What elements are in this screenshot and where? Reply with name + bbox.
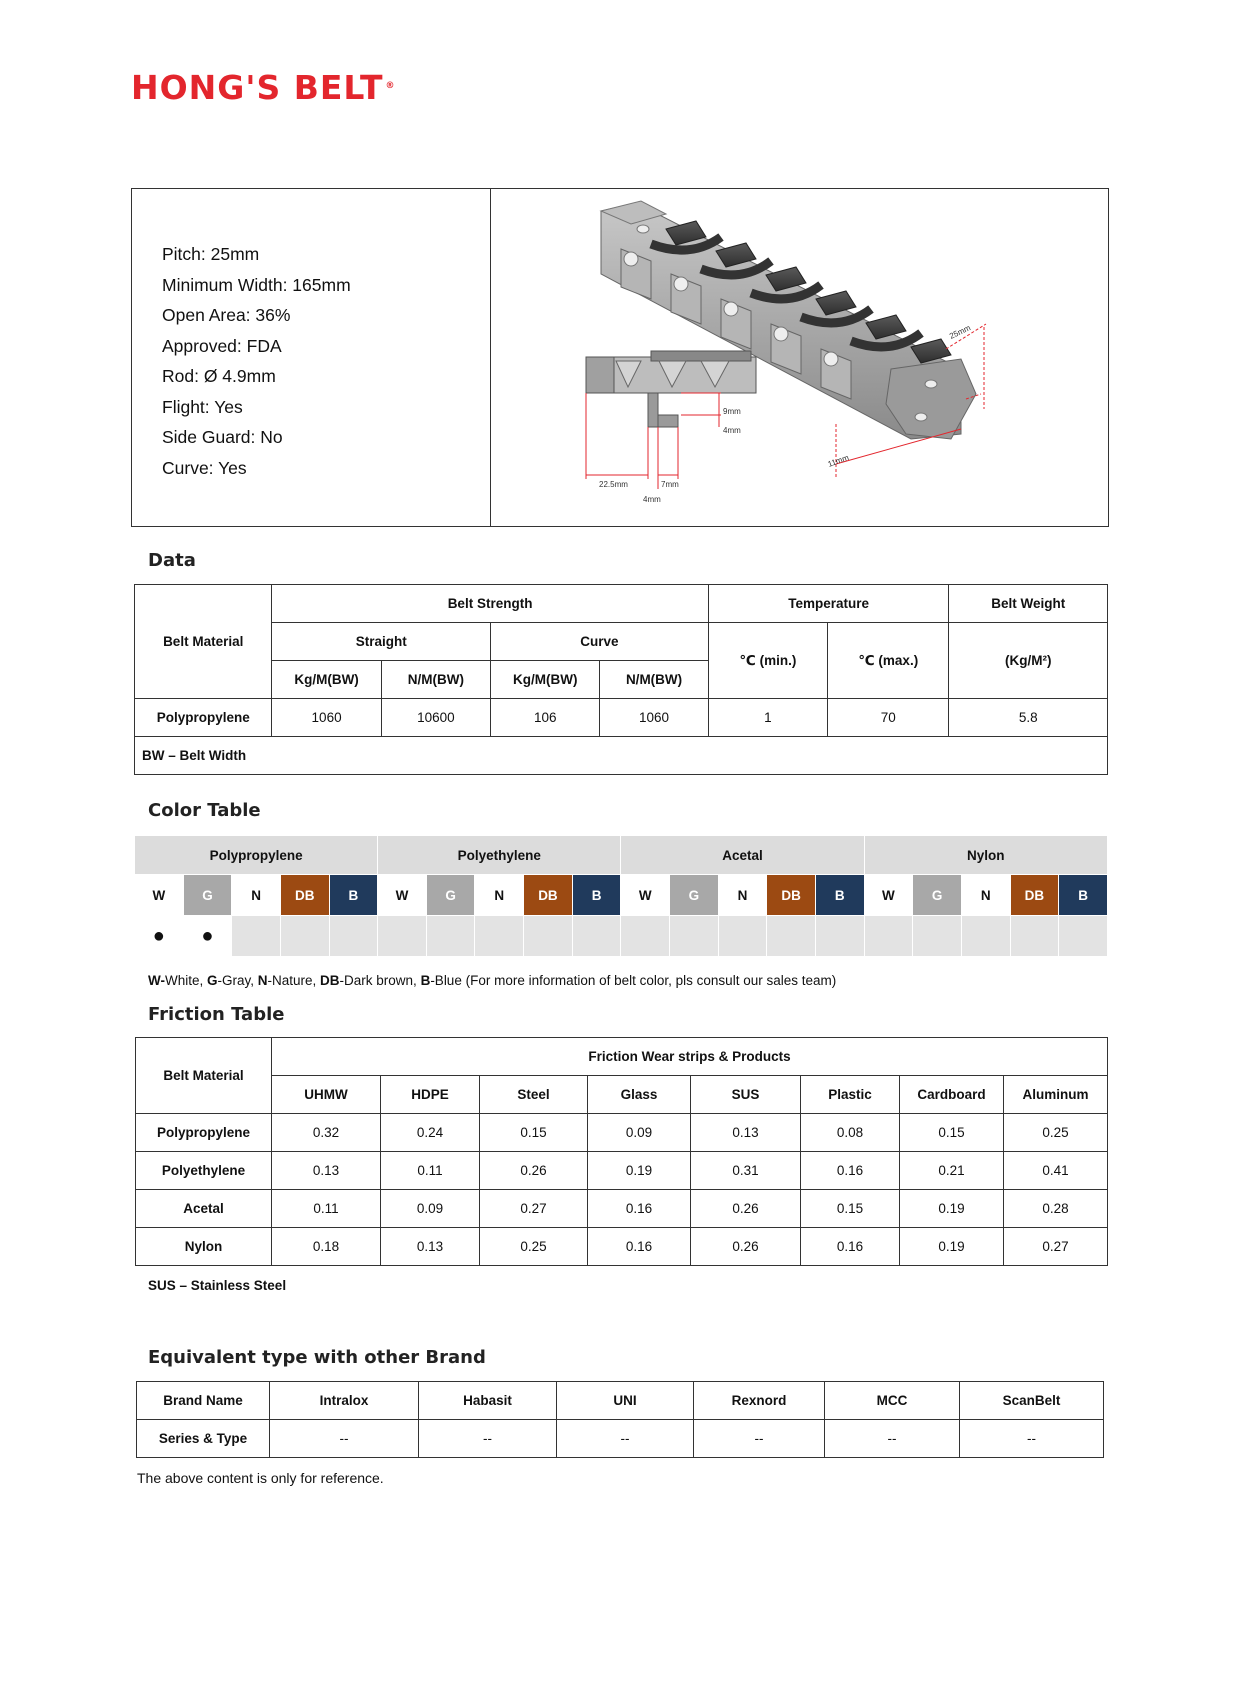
availability-cell [572, 916, 621, 957]
availability-cell [864, 916, 913, 957]
code-n: N [475, 875, 524, 916]
legend-db-text: -Dark brown, [339, 973, 421, 988]
legend-w-code: W- [148, 973, 165, 988]
header-straight-n: N/M(BW) [381, 661, 490, 699]
friction-table [135, 1037, 1108, 1266]
brand-habasit: Habasit [419, 1382, 557, 1420]
spec-pitch: Pitch: 25mm [162, 244, 260, 264]
legend-n-text: -Nature, [267, 973, 321, 988]
spec-side-guard: Side Guard: No [162, 427, 283, 447]
availability-cell [718, 916, 767, 957]
table-cell: 0.09 [381, 1190, 480, 1228]
table-cell: 0.13 [381, 1228, 480, 1266]
header-uhmw: UHMW [272, 1076, 381, 1114]
table-cell: 0.11 [381, 1152, 480, 1190]
table-row [135, 699, 1108, 737]
legend-b-text: -Blue (For more information of belt color, pls consult our sales team) [430, 973, 837, 988]
availability-cell [767, 916, 816, 957]
row-material: Nylon [136, 1228, 272, 1266]
table-cell: 0.27 [1004, 1228, 1108, 1266]
spec-rod: Rod: Ø 4.9mm [162, 366, 276, 386]
table-cell: 0.16 [588, 1228, 691, 1266]
table-cell: 0.13 [691, 1114, 801, 1152]
weight-value: 5.8 [949, 699, 1108, 737]
legend-b-code: B [420, 973, 431, 988]
temp-max-value: 70 [828, 699, 949, 737]
spec-flight: Flight: Yes [162, 396, 243, 417]
header-cardboard: Cardboard [900, 1076, 1004, 1114]
belt-drawing-panel [491, 189, 1108, 526]
brand-rexnord: Rexnord [694, 1382, 825, 1420]
code-b: B [572, 875, 621, 916]
availability-cell [426, 916, 475, 957]
color-table [134, 835, 1108, 957]
table-cell: 0.09 [588, 1114, 691, 1152]
header-belt-material: Belt Material [136, 1038, 272, 1114]
header-curve: Curve [491, 623, 709, 661]
header-plastic: Plastic [801, 1076, 900, 1114]
belt-module-drawing [491, 189, 1108, 526]
availability-cell [913, 916, 962, 957]
header-series-type: Series & Type [137, 1420, 270, 1458]
header-belt-strength: Belt Strength [272, 585, 708, 623]
spec-open-area: Open Area: 36% [162, 305, 291, 325]
header-curve-kg: Kg/M(BW) [491, 661, 600, 699]
registered-mark: ® [385, 81, 396, 91]
spec-approved: Approved: FDA [162, 335, 282, 356]
availability-dot-pp-w: ● [135, 916, 184, 957]
code-w: W [135, 875, 184, 916]
spec-box [131, 188, 1109, 527]
header-temp-min: ℃ (min.) [708, 623, 827, 699]
legend-g-code: G [206, 973, 218, 988]
table-cell: 0.31 [691, 1152, 801, 1190]
friction-section-title: Friction Table [148, 1004, 285, 1025]
code-b: B [815, 875, 864, 916]
header-sus: SUS [691, 1076, 801, 1114]
code-w: W [621, 875, 670, 916]
table-cell: -- [825, 1420, 960, 1458]
table-cell: 0.24 [381, 1114, 480, 1152]
code-n: N [961, 875, 1010, 916]
legend-db-code: DB [320, 973, 340, 988]
straight-kg-value: 1060 [272, 699, 381, 737]
availability-dot-pp-g: ● [183, 916, 232, 957]
code-g: G [426, 875, 475, 916]
spec-panel [132, 189, 491, 526]
code-db: DB [524, 875, 573, 916]
code-db: DB [1010, 875, 1059, 916]
group-acetal: Acetal [621, 836, 864, 875]
table-row [136, 1152, 1108, 1190]
code-db: DB [767, 875, 816, 916]
header-temperature: Temperature [708, 585, 949, 623]
dim-25mm-label: 25mm [948, 323, 972, 341]
row-material: Acetal [136, 1190, 272, 1228]
table-cell: 0.16 [801, 1228, 900, 1266]
logo-text: HONG'S BELT [131, 68, 384, 107]
availability-row [135, 916, 1108, 957]
code-g: G [913, 875, 962, 916]
table-cell: -- [960, 1420, 1104, 1458]
table-cell: 0.19 [588, 1152, 691, 1190]
header-brand-name: Brand Name [137, 1382, 270, 1420]
row-material: Polyethylene [136, 1152, 272, 1190]
availability-cell [378, 916, 427, 957]
table-cell: 0.19 [900, 1190, 1004, 1228]
availability-cell [670, 916, 719, 957]
table-row [137, 1420, 1104, 1458]
dim-4mm-vertical-label: 4mm [723, 426, 741, 435]
table-cell: 0.32 [272, 1114, 381, 1152]
table-cell: -- [419, 1420, 557, 1458]
header-curve-n: N/M(BW) [600, 661, 708, 699]
table-cell: 0.26 [691, 1190, 801, 1228]
header-straight: Straight [272, 623, 491, 661]
availability-cell [329, 916, 378, 957]
table-cell: -- [694, 1420, 825, 1458]
availability-cell [232, 916, 281, 957]
table-cell: 0.27 [480, 1190, 588, 1228]
code-g: G [670, 875, 719, 916]
header-straight-kg: Kg/M(BW) [272, 661, 381, 699]
table-cell: 0.18 [272, 1228, 381, 1266]
code-b: B [1059, 875, 1108, 916]
equivalent-section-title: Equivalent type with other Brand [148, 1347, 486, 1368]
header-temp-max: ℃ (max.) [828, 623, 949, 699]
table-cell: 0.25 [1004, 1114, 1108, 1152]
header-weight-unit: (Kg/M²) [949, 623, 1108, 699]
availability-cell [621, 916, 670, 957]
legend-n-code: N [257, 973, 268, 988]
availability-cell [1059, 916, 1108, 957]
group-nylon: Nylon [864, 836, 1107, 875]
table-cell: 0.41 [1004, 1152, 1108, 1190]
dim-4mm-horizontal-label: 4mm [643, 495, 661, 504]
straight-n-value: 10600 [381, 699, 490, 737]
header-hdpe: HDPE [381, 1076, 480, 1114]
availability-cell [524, 916, 573, 957]
code-n: N [718, 875, 767, 916]
brand-logo [131, 70, 396, 106]
table-cell: 0.26 [480, 1152, 588, 1190]
color-section-title: Color Table [148, 800, 261, 821]
code-g: G [183, 875, 232, 916]
dim-7mm-label: 7mm [661, 480, 679, 489]
belt-data-table [134, 584, 1108, 775]
brand-scanbelt: ScanBelt [960, 1382, 1104, 1420]
code-n: N [232, 875, 281, 916]
table-cell: 0.26 [691, 1228, 801, 1266]
color-code-row [135, 875, 1108, 916]
row-material: Polypropylene [136, 1114, 272, 1152]
table-cell: 0.15 [801, 1190, 900, 1228]
dim-9mm-label: 9mm [723, 407, 741, 416]
brand-intralox: Intralox [270, 1382, 419, 1420]
group-polyethylene: Polyethylene [378, 836, 621, 875]
code-db: DB [280, 875, 329, 916]
brand-mcc: MCC [825, 1382, 960, 1420]
header-steel: Steel [480, 1076, 588, 1114]
code-b: B [329, 875, 378, 916]
table-row [136, 1114, 1108, 1152]
data-section-title: Data [148, 550, 196, 571]
code-w: W [378, 875, 427, 916]
reference-note: The above content is only for reference. [137, 1470, 384, 1486]
curve-n-value: 1060 [600, 699, 708, 737]
legend-g-text: -Gray, [217, 973, 258, 988]
table-cell: 0.25 [480, 1228, 588, 1266]
code-w: W [864, 875, 913, 916]
spec-curve: Curve: Yes [162, 457, 247, 478]
sus-note: SUS – Stainless Steel [148, 1278, 287, 1293]
table-cell: 0.08 [801, 1114, 900, 1152]
group-polypropylene: Polypropylene [135, 836, 378, 875]
table-cell: 0.16 [801, 1152, 900, 1190]
availability-cell [961, 916, 1010, 957]
table-cell: 0.15 [900, 1114, 1004, 1152]
table-row [136, 1190, 1108, 1228]
table-cell: -- [557, 1420, 694, 1458]
dim-11mm-label: 11mm [826, 453, 851, 469]
equivalent-brand-table [136, 1381, 1104, 1458]
availability-cell [815, 916, 864, 957]
table-cell: 0.19 [900, 1228, 1004, 1266]
table-cell: 0.11 [272, 1190, 381, 1228]
dim-22-5mm-label: 22.5mm [599, 480, 628, 489]
spec-list [162, 239, 351, 483]
spec-min-width: Minimum Width: 165mm [162, 274, 351, 295]
color-legend [148, 973, 836, 988]
table-cell: 0.28 [1004, 1190, 1108, 1228]
table-cell: 0.13 [272, 1152, 381, 1190]
table-row [136, 1228, 1108, 1266]
availability-cell [475, 916, 524, 957]
bw-note: BW – Belt Width [135, 737, 1108, 775]
header-belt-weight: Belt Weight [949, 585, 1108, 623]
temp-min-value: 1 [708, 699, 827, 737]
availability-cell [280, 916, 329, 957]
brand-uni: UNI [557, 1382, 694, 1420]
table-cell: -- [270, 1420, 419, 1458]
header-belt-material: Belt Material [135, 585, 272, 699]
row-material: Polypropylene [135, 699, 272, 737]
table-cell: 0.21 [900, 1152, 1004, 1190]
header-friction-group: Friction Wear strips & Products [272, 1038, 1108, 1076]
header-glass: Glass [588, 1076, 691, 1114]
table-cell: 0.16 [588, 1190, 691, 1228]
legend-w-text: White, [164, 973, 207, 988]
curve-kg-value: 106 [491, 699, 600, 737]
availability-cell [1010, 916, 1059, 957]
table-cell: 0.15 [480, 1114, 588, 1152]
header-aluminum: Aluminum [1004, 1076, 1108, 1114]
